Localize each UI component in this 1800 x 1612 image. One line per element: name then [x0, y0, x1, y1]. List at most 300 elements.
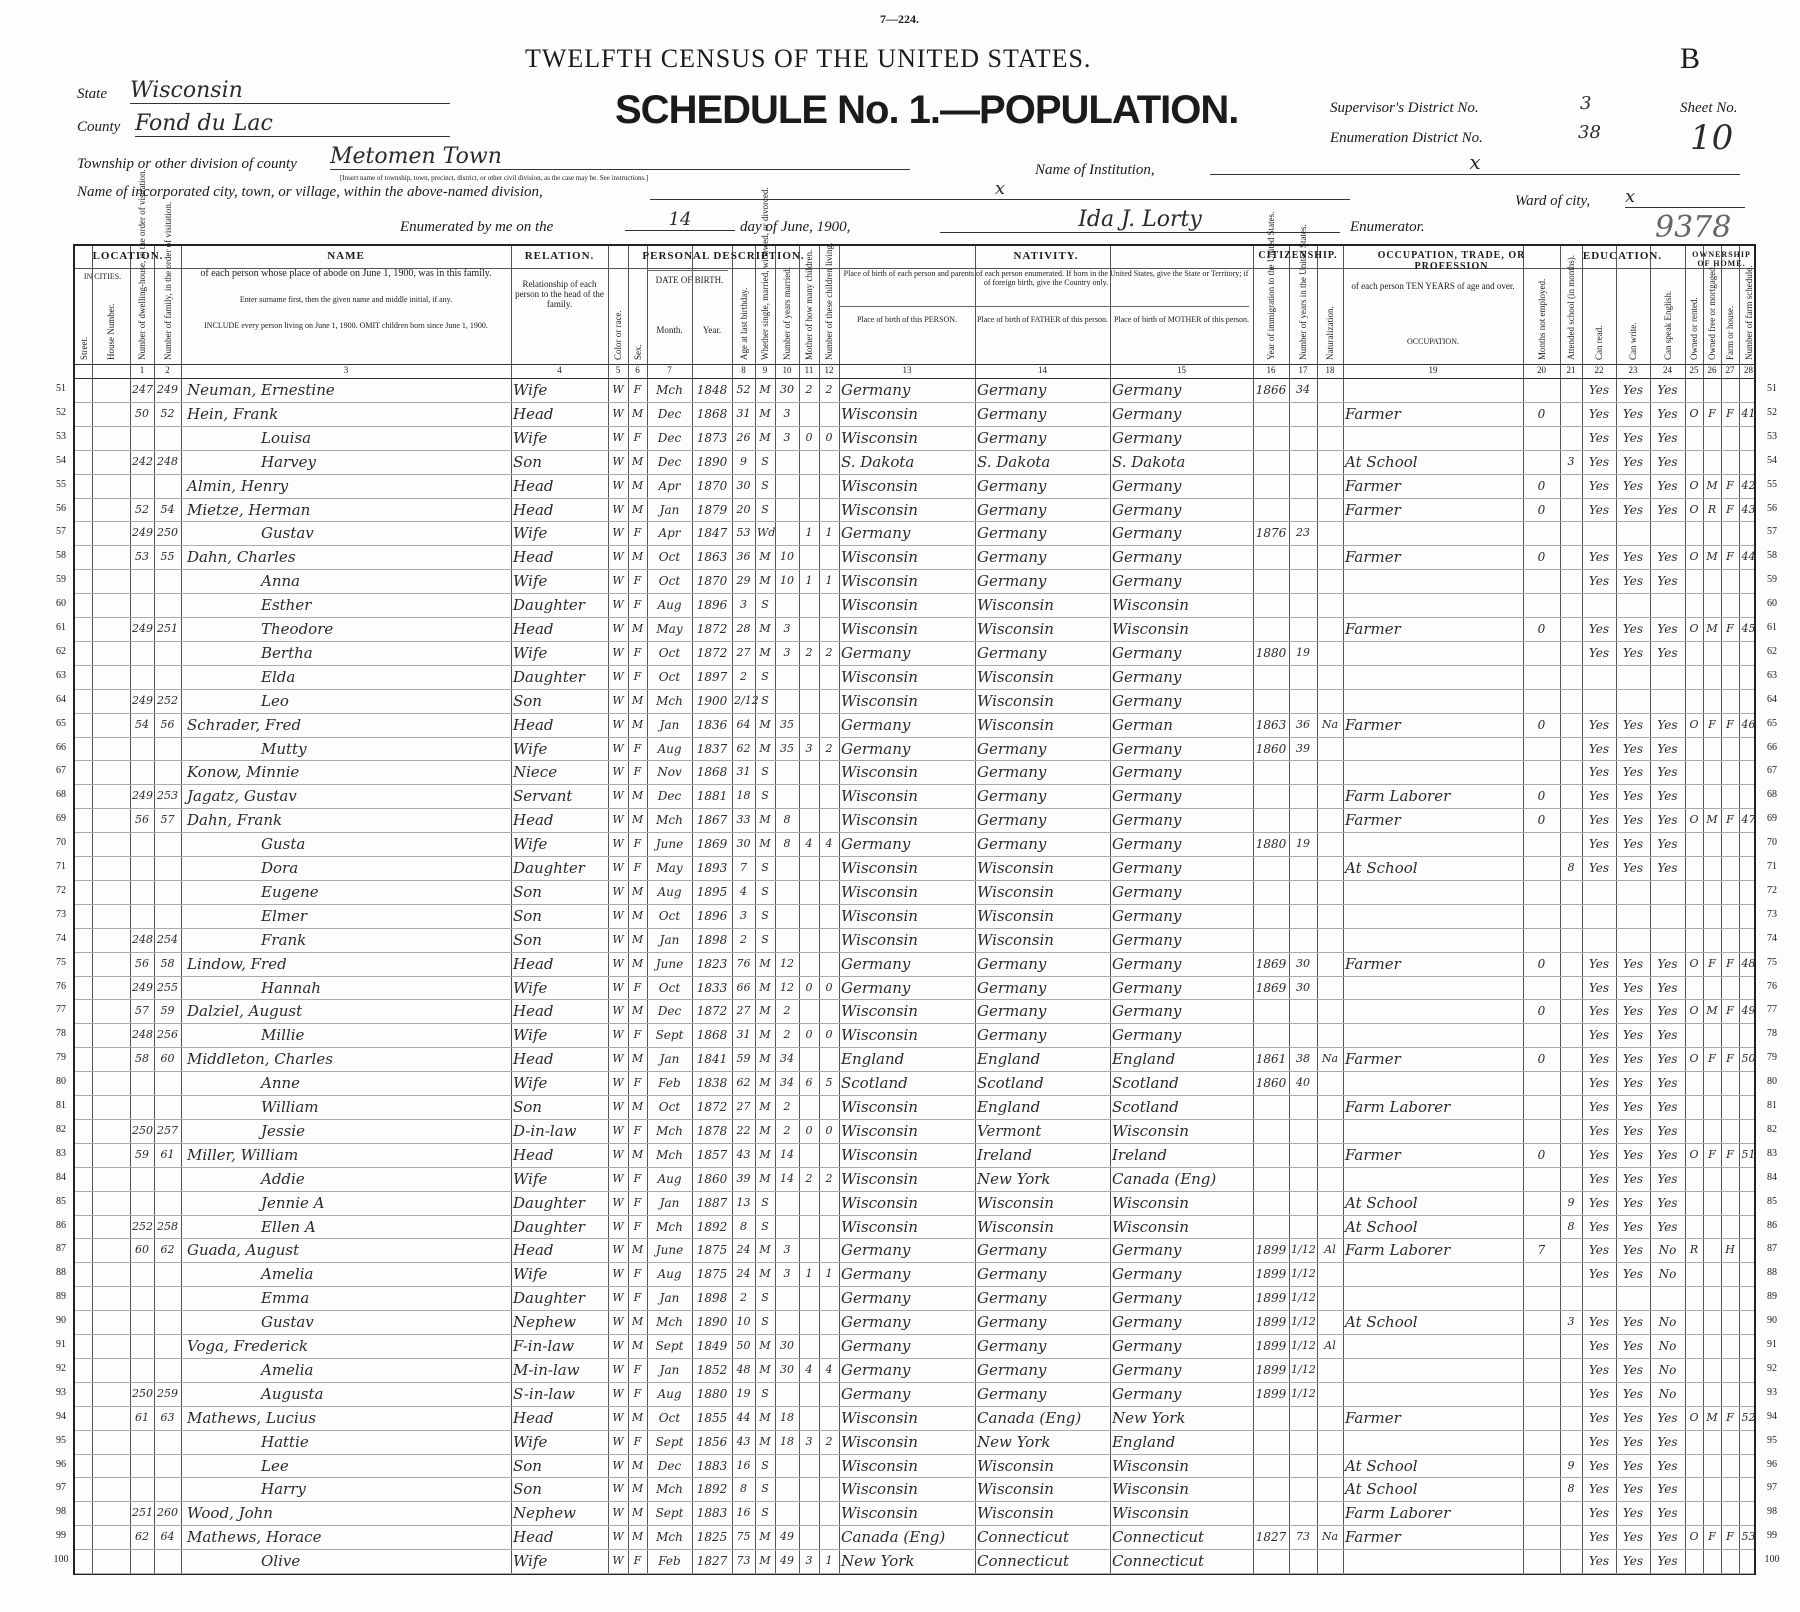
cell-fpob: Germany — [977, 404, 1047, 423]
line-number-right: 69 — [1767, 813, 1777, 825]
column-number: 25 — [1689, 365, 1699, 375]
cell-ms: S — [761, 1219, 769, 1233]
cell-age: 59 — [736, 1052, 751, 1066]
cell-ms: S — [761, 789, 769, 803]
cell-wr: Yes — [1622, 1028, 1644, 1043]
cell-ym: 3 — [783, 1243, 791, 1257]
cell-yus: 1/12 — [1291, 1291, 1316, 1305]
column-number: 7 — [667, 365, 672, 375]
cell-rel: F-in-law — [513, 1337, 574, 1355]
grid-column-line — [839, 246, 840, 1573]
cell-pob: Wisconsin — [841, 1432, 918, 1451]
cell-age: 53 — [736, 526, 751, 540]
cell-mo: Mch — [656, 1315, 683, 1330]
cell-rel: Nephew — [513, 1313, 576, 1332]
cell-name: Eugene — [261, 882, 319, 901]
cell-fpob: Germany — [977, 978, 1047, 997]
group-citizenship: CITIZENSHIP. — [1258, 250, 1338, 261]
cell-fs: 53 — [1741, 1530, 1756, 1544]
cell-occ: At School — [1345, 859, 1418, 877]
cell-name: Gustav — [261, 1313, 314, 1332]
column-number: 14 — [1038, 365, 1047, 375]
cell-cl: 4 — [825, 837, 833, 851]
cell-sex: M — [631, 1243, 644, 1257]
cell-mo: Aug — [657, 1267, 682, 1282]
cell-color: W — [612, 622, 624, 635]
cell-color: W — [612, 1554, 624, 1568]
cell-age: 18 — [736, 789, 751, 803]
cell-own: O — [1689, 956, 1699, 970]
cell-ym: 30 — [780, 1362, 794, 1376]
cell-mpob: Ireland — [1112, 1145, 1167, 1164]
enumerated-prefix: Enumerated by me on the — [400, 219, 554, 235]
cell-color: W — [612, 813, 624, 827]
cell-occ: Farmer — [1345, 476, 1401, 495]
cell-wr: Yes — [1622, 1362, 1644, 1377]
grid-column-line — [1523, 246, 1524, 1573]
cell-color: W — [612, 1362, 624, 1376]
cell-ms: M — [759, 550, 771, 564]
cell-mo: Dec — [657, 789, 682, 804]
grid-column-line — [732, 246, 733, 1573]
line-number-right: 62 — [1767, 645, 1777, 657]
cell-ms: S — [761, 693, 769, 707]
cell-pob: Wisconsin — [841, 428, 918, 447]
cell-fh: F — [1726, 1004, 1734, 1018]
cell-ch: 3 — [805, 741, 813, 755]
cell-name: Dora — [261, 859, 299, 877]
cell-occ: At School — [1345, 1456, 1418, 1475]
cell-ms: M — [759, 1434, 771, 1448]
line-number-right: 76 — [1767, 980, 1777, 992]
cell-cl: 2 — [825, 741, 833, 755]
cell-wr: Yes — [1622, 861, 1644, 875]
cell-fpob: Germany — [977, 1241, 1047, 1260]
cell-wr: Yes — [1622, 502, 1644, 517]
cell-fa: 255 — [157, 980, 178, 994]
column-number: 2 — [165, 365, 170, 375]
cell-mo: Oct — [658, 550, 681, 565]
cell-rel: M-in-law — [513, 1360, 580, 1379]
cell-rd: Yes — [1588, 550, 1610, 565]
cell-wr: Yes — [1622, 406, 1644, 421]
cell-sch: 3 — [1567, 1315, 1575, 1329]
cell-yr: 1863 — [696, 550, 728, 565]
cell-ym: 12 — [780, 956, 794, 970]
cell-rd: Yes — [1588, 765, 1610, 780]
cell-color: W — [612, 765, 624, 779]
group-location: LOCATION. — [92, 250, 164, 262]
supervisor-label: Supervisor's District No. — [1330, 100, 1479, 116]
cell-name: Louisa — [261, 428, 312, 447]
cell-fa: 61 — [160, 1147, 175, 1161]
line-number: 87 — [56, 1243, 66, 1255]
cell-color: W — [612, 1410, 624, 1424]
cell-rel: Head — [513, 1145, 554, 1164]
cell-ms: Wd — [757, 526, 776, 540]
cell-pob: Wisconsin — [841, 476, 918, 495]
cell-pob: Scotland — [841, 1074, 908, 1093]
cell-dw: 59 — [135, 1147, 149, 1161]
cell-mpob: German — [1112, 715, 1173, 734]
cell-ms: M — [759, 717, 771, 731]
cell-cl: 4 — [825, 1362, 833, 1376]
cell-fpob: Wisconsin — [977, 882, 1054, 901]
cell-imm: 1899 — [1255, 1267, 1287, 1282]
line-number: 57 — [56, 526, 66, 538]
cell-yr: 1890 — [696, 454, 728, 469]
cell-ms: M — [759, 1004, 771, 1018]
cell-age: 24 — [736, 1267, 751, 1281]
cell-rd: Yes — [1588, 574, 1610, 589]
line-number: 65 — [56, 717, 66, 729]
cell-ch: 1 — [805, 526, 813, 540]
cell-yr: 1892 — [696, 1219, 728, 1234]
line-number: 96 — [56, 1458, 66, 1470]
cell-age: 66 — [736, 980, 751, 994]
cell-rd: Yes — [1588, 1004, 1610, 1019]
cell-ms: M — [759, 1243, 771, 1257]
cell-mpob: Germany — [1112, 1337, 1182, 1355]
cell-yr: 1867 — [696, 813, 728, 828]
cell-sex: F — [633, 1554, 642, 1568]
grid-column-line — [1650, 246, 1651, 1573]
cell-ch: 2 — [805, 1171, 813, 1185]
cell-cl: 2 — [825, 1434, 833, 1448]
cell-rd: Yes — [1588, 1554, 1610, 1569]
cell-mpob: Connecticut — [1112, 1552, 1205, 1571]
cell-rd: Yes — [1588, 1482, 1610, 1497]
cell-fpob: Germany — [977, 476, 1047, 495]
cell-color: W — [612, 1195, 624, 1209]
cell-yus: 1/12 — [1291, 1339, 1316, 1352]
line-number-right: 63 — [1767, 669, 1777, 681]
cell-name: Voga, Frederick — [187, 1337, 308, 1355]
cell-fpob: Ireland — [977, 1145, 1032, 1164]
cell-rd: Yes — [1588, 1506, 1610, 1521]
cell-en: No — [1658, 1386, 1677, 1401]
cell-fpob: Wisconsin — [977, 691, 1054, 710]
header-immig: Year of immigration to the United States. — [1266, 211, 1276, 360]
cell-ym: 35 — [780, 741, 794, 755]
line-number: 53 — [56, 430, 66, 442]
cell-ms: M — [759, 1100, 771, 1113]
cell-fh: F — [1726, 550, 1734, 564]
cell-yr: 1869 — [696, 837, 728, 852]
cell-name: Dahn, Charles — [187, 548, 296, 567]
cell-dw: 52 — [135, 502, 149, 516]
cell-wr: Yes — [1622, 1171, 1644, 1186]
cell-color: W — [612, 1386, 624, 1400]
cell-color: W — [612, 908, 624, 922]
cell-rd: Yes — [1588, 1386, 1610, 1401]
cell-fpob: Wisconsin — [977, 1480, 1054, 1499]
cell-pob: Germany — [841, 715, 911, 734]
cell-imm: 1860 — [1255, 741, 1287, 756]
line-number-right: 82 — [1767, 1123, 1777, 1135]
cell-fpob: Wisconsin — [977, 596, 1054, 615]
cell-color: W — [612, 693, 624, 707]
cell-ym: 14 — [780, 1171, 794, 1185]
cell-occ: Farm Laborer — [1345, 1241, 1451, 1260]
cell-rel: Daughter — [513, 1193, 585, 1212]
cell-age: 27 — [736, 645, 751, 659]
cell-rd: Yes — [1588, 813, 1610, 828]
line-number-right: 71 — [1767, 861, 1777, 872]
cell-ym: 18 — [780, 1434, 794, 1448]
cell-mo: Jan — [659, 502, 680, 517]
cell-yus: 19 — [1296, 645, 1310, 659]
grid-column-line — [799, 246, 800, 1573]
line-number-right: 73 — [1767, 908, 1777, 920]
cell-age: 22 — [736, 1123, 751, 1137]
cell-own: R — [1689, 1243, 1699, 1257]
cell-color: W — [612, 669, 624, 683]
cell-ms: M — [759, 1530, 771, 1544]
cell-mo: June — [655, 956, 684, 971]
cell-sex: F — [633, 861, 642, 874]
cell-name: Mathews, Horace — [187, 1528, 322, 1547]
cell-rd: Yes — [1588, 717, 1610, 732]
header-years-us: Number of years in the United States. — [1298, 224, 1308, 360]
cell-wr: Yes — [1622, 1506, 1644, 1521]
cell-rel: Wife — [513, 835, 548, 854]
cell-yus: 30 — [1296, 980, 1310, 994]
header-months: Months not employed. — [1536, 278, 1547, 360]
cell-own: O — [1689, 406, 1699, 420]
cell-rel: Niece — [513, 763, 558, 782]
cell-mpob: Wisconsin — [1112, 596, 1189, 615]
line-number-right: 72 — [1767, 884, 1777, 896]
cell-color: W — [612, 1482, 624, 1496]
grid-column-line — [1582, 246, 1583, 1573]
pob-mother-label: Place of birth of MOTHER of this person. — [1113, 315, 1250, 324]
cell-dw: 251 — [132, 1506, 153, 1520]
cell-fs: 52 — [1741, 1410, 1756, 1424]
group-in-cities: IN CITIES. — [83, 272, 122, 281]
line-number: 55 — [56, 478, 66, 490]
grid-column-line — [1685, 246, 1686, 1573]
cell-imm: 1899 — [1255, 1291, 1287, 1306]
cell-color: W — [612, 430, 624, 444]
cell-cl: 0 — [825, 1123, 833, 1137]
cell-color: W — [612, 645, 624, 659]
cell-ym: 35 — [780, 717, 794, 731]
cell-rel: Daughter — [513, 667, 585, 686]
cell-rel: Wife — [513, 1026, 548, 1045]
cell-ym: 12 — [780, 980, 794, 994]
line-number: 77 — [56, 1004, 66, 1016]
cell-yr: 1872 — [696, 622, 728, 636]
cell-name: Millie — [261, 1026, 305, 1045]
line-number-right: 52 — [1767, 406, 1777, 418]
cell-ym: 3 — [783, 622, 791, 635]
cell-rel: Wife — [513, 428, 548, 447]
cell-name: Elda — [261, 667, 296, 686]
cell-wr: Yes — [1622, 789, 1644, 804]
cell-fpob: Wisconsin — [977, 1217, 1054, 1236]
cell-rd: Yes — [1588, 1076, 1610, 1091]
cell-fa: 258 — [157, 1219, 178, 1233]
cell-dw: 57 — [135, 1004, 149, 1018]
cell-en: Yes — [1657, 574, 1678, 589]
cell-mo: Aug — [657, 1386, 682, 1401]
cell-sex: M — [631, 454, 644, 468]
cell-color: W — [612, 502, 624, 516]
cell-sex: F — [633, 1028, 642, 1042]
cell-mpob: Germany — [1112, 1265, 1182, 1284]
cell-ch: 0 — [805, 1123, 813, 1137]
cell-sex: F — [633, 526, 642, 540]
group-education: EDUCATION. — [1582, 250, 1663, 262]
cell-sex: F — [633, 980, 642, 994]
cell-rd: Yes — [1588, 1530, 1610, 1545]
cell-mo: Mch — [656, 693, 683, 708]
header-living: Number of these children living. — [824, 242, 834, 360]
cell-sex: F — [633, 1171, 642, 1185]
cell-cl: 1 — [825, 1267, 833, 1281]
cell-name: Augusta — [261, 1384, 324, 1403]
cell-sex: F — [633, 1291, 642, 1305]
cell-wr: Yes — [1622, 1530, 1644, 1545]
cell-name: William — [261, 1098, 319, 1116]
cell-ms: M — [759, 645, 771, 659]
cell-ms: M — [759, 1171, 771, 1185]
cell-color: W — [612, 932, 624, 946]
cell-fpob: Vermont — [977, 1121, 1042, 1140]
row-line — [75, 1573, 1754, 1574]
line-number-right: 77 — [1767, 1004, 1777, 1016]
cell-imm: 1863 — [1255, 717, 1287, 732]
month-label: Month. — [656, 325, 683, 335]
cell-imm: 1899 — [1255, 1362, 1287, 1377]
census-title: TWELFTH CENSUS OF THE UNITED STATES. — [525, 44, 1092, 73]
line-number-right: 75 — [1767, 956, 1777, 968]
cell-color: W — [612, 1076, 624, 1090]
cell-pob: Germany — [841, 1360, 911, 1379]
cell-fpob: S. Dakota — [977, 452, 1051, 471]
cell-pob: Wisconsin — [841, 1098, 918, 1116]
cell-nat: Na — [1321, 1530, 1339, 1544]
cell-fpob: Scotland — [977, 1074, 1044, 1093]
cell-sch: 8 — [1567, 1219, 1575, 1233]
header-children: Mother of how many children. — [804, 249, 814, 360]
line-number: 75 — [56, 956, 66, 968]
cell-sex: M — [631, 1147, 644, 1161]
cell-fh: F — [1726, 813, 1734, 827]
line-number-right: 58 — [1767, 550, 1777, 562]
column-number: 11 — [804, 365, 814, 375]
line-number-right: 91 — [1767, 1339, 1777, 1350]
cell-sch: 8 — [1567, 1482, 1575, 1496]
cell-name: Emma — [261, 1289, 310, 1308]
cell-yus: 40 — [1296, 1076, 1310, 1090]
cell-age: 3 — [740, 908, 747, 922]
cell-rel: Wife — [513, 739, 548, 758]
cell-rd: Yes — [1588, 837, 1610, 852]
cell-rel: Son — [513, 1456, 542, 1475]
header-age: Age at last birthday. — [738, 287, 749, 360]
cell-fh: F — [1726, 1147, 1734, 1161]
cell-rd: Yes — [1588, 454, 1610, 469]
institution-value: x — [1210, 150, 1740, 175]
cell-fh: F — [1726, 1410, 1734, 1424]
cell-fpob: England — [977, 1050, 1041, 1069]
county-label: County — [77, 119, 121, 135]
cell-age: 39 — [736, 1171, 751, 1185]
cell-en: Yes — [1657, 741, 1678, 756]
cell-pob: Wisconsin — [841, 1002, 918, 1021]
cell-rel: Head — [513, 715, 554, 734]
header-write: Can write. — [1628, 322, 1638, 360]
cell-rd: Yes — [1588, 861, 1610, 875]
cell-age: 44 — [736, 1410, 751, 1424]
cell-fh: F — [1726, 622, 1734, 635]
cell-color: W — [612, 1434, 624, 1448]
cell-yr: 1900 — [696, 693, 728, 708]
cell-imm: 1866 — [1255, 383, 1287, 397]
cell-fs: 41 — [1741, 406, 1756, 420]
cell-yr: 1878 — [696, 1123, 728, 1138]
grid-column-line — [1560, 246, 1561, 1573]
enumeration-district-label: Enumeration District No. — [1330, 130, 1483, 146]
cell-pob: Germany — [841, 978, 911, 997]
cell-rel: Nephew — [513, 1504, 576, 1523]
line-number: 60 — [56, 598, 66, 610]
cell-fpob: Germany — [977, 524, 1047, 543]
cell-ms: M — [759, 741, 771, 755]
cell-mpob: Germany — [1112, 548, 1182, 567]
cell-name: Addie — [261, 1169, 305, 1188]
line-number: 67 — [56, 765, 66, 777]
cell-rd: Yes — [1588, 1147, 1610, 1162]
cell-ms: S — [761, 1506, 769, 1520]
cell-sex: M — [631, 1410, 644, 1424]
cell-rd: Yes — [1588, 1052, 1610, 1067]
cell-yr: 1875 — [696, 1267, 728, 1282]
cell-pob: S. Dakota — [841, 452, 915, 471]
cell-age: 19 — [736, 1386, 751, 1400]
header-dwelling: Number of dwelling-house, in the order of visitation. — [137, 169, 147, 360]
cell-name: Esther — [261, 596, 312, 615]
cell-pob: Wisconsin — [841, 1480, 918, 1499]
cell-own: O — [1689, 1147, 1699, 1161]
cell-name: Mutty — [261, 739, 307, 758]
line-number-right: 74 — [1767, 932, 1777, 944]
cell-mo: Dec — [657, 1004, 682, 1019]
cell-occ: Farmer — [1345, 954, 1401, 973]
ward-label: Ward of city, — [1515, 193, 1591, 209]
cell-wr: Yes — [1622, 1410, 1644, 1425]
cell-mpob: Germany — [1112, 476, 1182, 495]
cell-rd: Yes — [1588, 406, 1610, 421]
cell-wr: Yes — [1622, 1458, 1644, 1473]
cell-mo: Aug — [657, 884, 682, 899]
cell-en: Yes — [1657, 645, 1678, 660]
cell-color: W — [612, 1028, 624, 1042]
line-number: 85 — [56, 1195, 66, 1207]
cell-rel: Head — [513, 954, 554, 973]
cell-age: 27 — [736, 1100, 751, 1113]
cell-wr: Yes — [1622, 956, 1644, 971]
cell-rel: Daughter — [513, 859, 585, 877]
group-personal: PERSONAL DESCRIPTION. — [642, 250, 805, 262]
cell-name: Amelia — [261, 1360, 314, 1379]
cell-color: W — [612, 980, 624, 994]
cell-pob: Germany — [841, 1289, 911, 1308]
cell-age: 3 — [740, 598, 747, 612]
line-number-right: 97 — [1767, 1482, 1777, 1494]
